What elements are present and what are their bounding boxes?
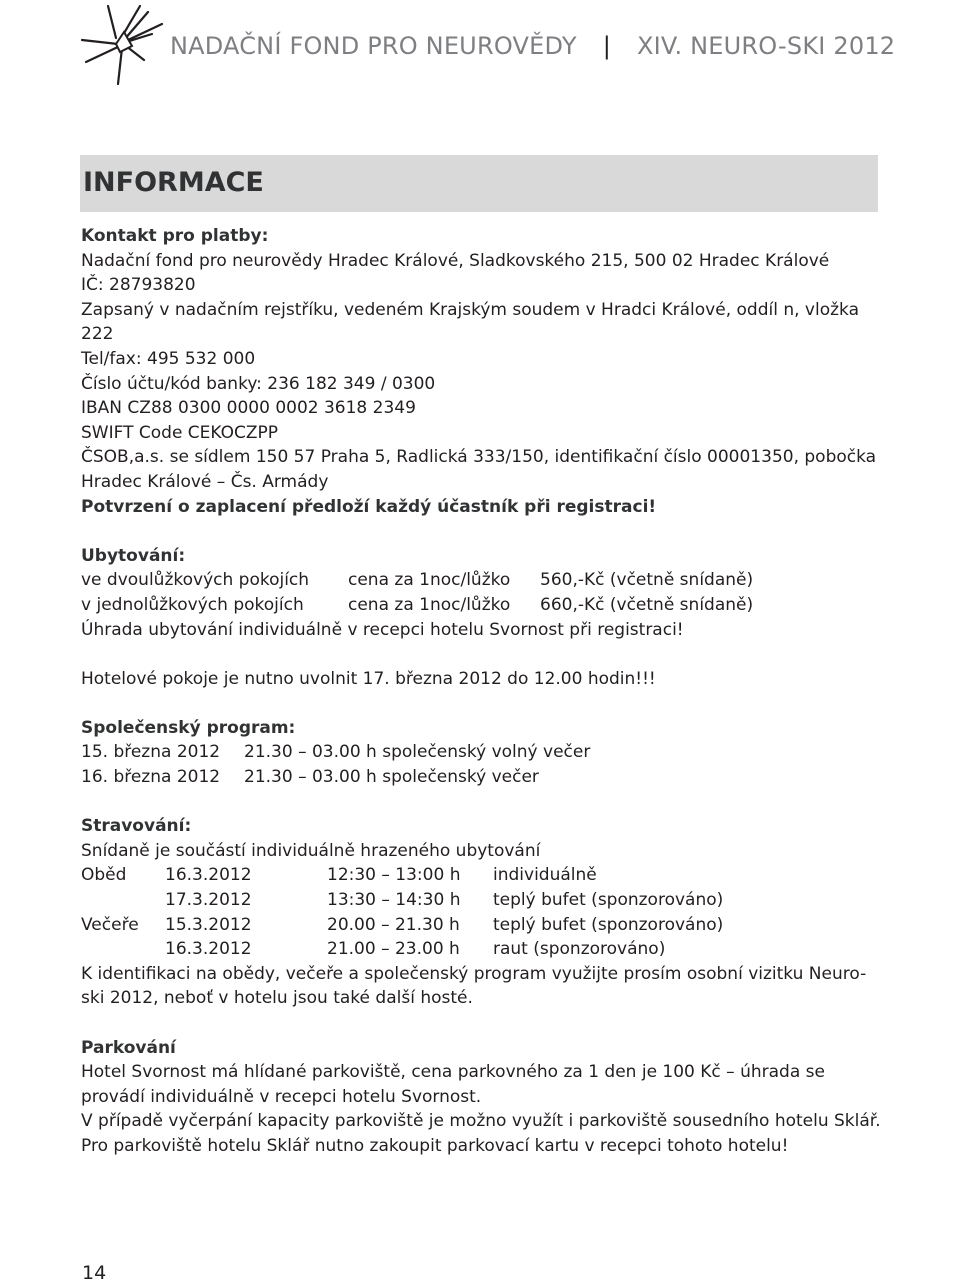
payment-line: Tel/fax: 495 532 000 xyxy=(81,348,256,369)
meal-date: 16.3.2012 xyxy=(165,865,252,886)
room-price: 660,-Kč (včetně snídaně) xyxy=(540,594,754,615)
meal-row xyxy=(81,863,881,888)
meal-type: Oběd xyxy=(81,865,127,886)
meal-date: 16.3.2012 xyxy=(165,939,252,960)
accommodation-row xyxy=(81,568,881,593)
price-label: cena za 1noc/lůžko xyxy=(348,570,511,591)
parking-paragraph: Pro parkoviště hotelu Sklář nutno zakoupit parkovací kartu v recepci tohoto hotelu! xyxy=(81,1135,789,1156)
meals-note: K identifikaci na obědy, večeře a společenský program využijte prosím osobní vizitku Neuro-ski 2012, neboť v hotelu jsou také další hosté. xyxy=(81,963,867,1009)
social-date: 16. března 2012 xyxy=(81,767,221,788)
parking-paragraph: V případě vyčerpání kapacity parkoviště je možno využít i parkoviště sousedního hotelu Sklář. xyxy=(81,1111,881,1132)
neuron-star-logo xyxy=(78,0,168,90)
payment-note: Potvrzení o zaplacení předloží každý účastník při registraci! xyxy=(81,496,657,517)
social-heading: Společenský program: xyxy=(81,717,296,738)
event-name: XIV. NEURO-SKI 2012 xyxy=(637,32,896,60)
meal-row xyxy=(81,937,881,962)
meal-time: 21.00 – 23.00 h xyxy=(327,939,460,960)
meal-note: teplý bufet (sponzorováno) xyxy=(493,914,724,935)
meal-note: individuálně xyxy=(493,865,597,886)
meal-time: 13:30 – 14:30 h xyxy=(327,890,461,911)
room-type: v jednolůžkových pokojích xyxy=(81,594,304,615)
section-banner xyxy=(80,155,878,212)
meal-type xyxy=(81,888,165,913)
social-event: 21.30 – 03.00 h společenský večer xyxy=(244,767,539,788)
payment-line: IBAN CZ88 0300 0000 0002 3618 2349 xyxy=(81,398,416,419)
payment-line: SWIFT Code CEKOCZPP xyxy=(81,422,279,443)
social-date: 15. března 2012 xyxy=(81,742,221,763)
room-price: 560,-Kč (včetně snídaně) xyxy=(540,570,754,591)
accommodation-heading: Ubytování: xyxy=(81,545,186,566)
payment-line: Číslo účtu/kód banky: 236 182 349 / 0300 xyxy=(81,373,436,394)
meals-intro: Snídaně je součástí individuálně hrazeného ubytování xyxy=(81,840,541,861)
meal-date: 17.3.2012 xyxy=(165,890,252,911)
header-separator: | xyxy=(602,32,612,60)
meal-type: Večeře xyxy=(81,914,139,935)
meal-note: teplý bufet (sponzorováno) xyxy=(493,890,724,911)
meal-date: 15.3.2012 xyxy=(165,914,252,935)
payment-line: ČSOB,a.s. se sídlem 150 57 Praha 5, Radlická 333/150, identifikační číslo 00001350, pobočka Hradec Králové – Čs. Armády xyxy=(81,447,877,492)
meal-time: 12:30 – 13:00 h xyxy=(327,865,461,886)
social-event: 21.30 – 03.00 h společenský volný večer xyxy=(244,742,591,763)
payment-line: Nadační fond pro neurovědy Hradec Králové, Sladkovského 215, 500 02 Hradec Králové xyxy=(81,250,830,271)
checkout-note: Hotelové pokoje je nutno uvolnit 17. března 2012 do 12.00 hodin!!! xyxy=(81,668,656,689)
accommodation-row xyxy=(81,593,881,618)
meal-note: raut (sponzorováno) xyxy=(493,939,666,960)
section-title: INFORMACE xyxy=(83,167,264,198)
page-number: 14 xyxy=(82,1262,107,1284)
meal-type xyxy=(81,937,165,962)
page-header xyxy=(78,0,898,100)
payment-line: Zapsaný v nadačním rejstříku, vedeném Krajským soudem v Hradci Králové, oddíl n, vložka 222 xyxy=(81,299,859,345)
meal-row xyxy=(81,913,881,938)
info-content xyxy=(81,224,881,1159)
parking-heading: Parkování xyxy=(81,1037,176,1058)
payment-line: IČ: 28793820 xyxy=(81,275,196,296)
social-row xyxy=(81,740,881,765)
price-label: cena za 1noc/lůžko xyxy=(348,594,511,615)
parking-paragraph: Hotel Svornost má hlídané parkoviště, cena parkovného za 1 den je 100 Kč – úhrada se provádí individuálně v recepci hotelu Svornost. xyxy=(81,1062,825,1107)
meal-row xyxy=(81,888,881,913)
meal-time: 20.00 – 21.30 h xyxy=(327,914,460,935)
room-type: ve dvoulůžkových pokojích xyxy=(81,570,310,591)
header-title xyxy=(170,32,895,60)
org-name: NADAČNÍ FOND PRO NEUROVĚDY xyxy=(170,32,577,60)
meals-heading: Stravování: xyxy=(81,816,192,837)
payment-heading: Kontakt pro platby: xyxy=(81,226,269,246)
social-row xyxy=(81,765,881,790)
accommodation-payment-note: Úhrada ubytování individuálně v recepci hotelu Svornost při registraci! xyxy=(81,619,684,640)
